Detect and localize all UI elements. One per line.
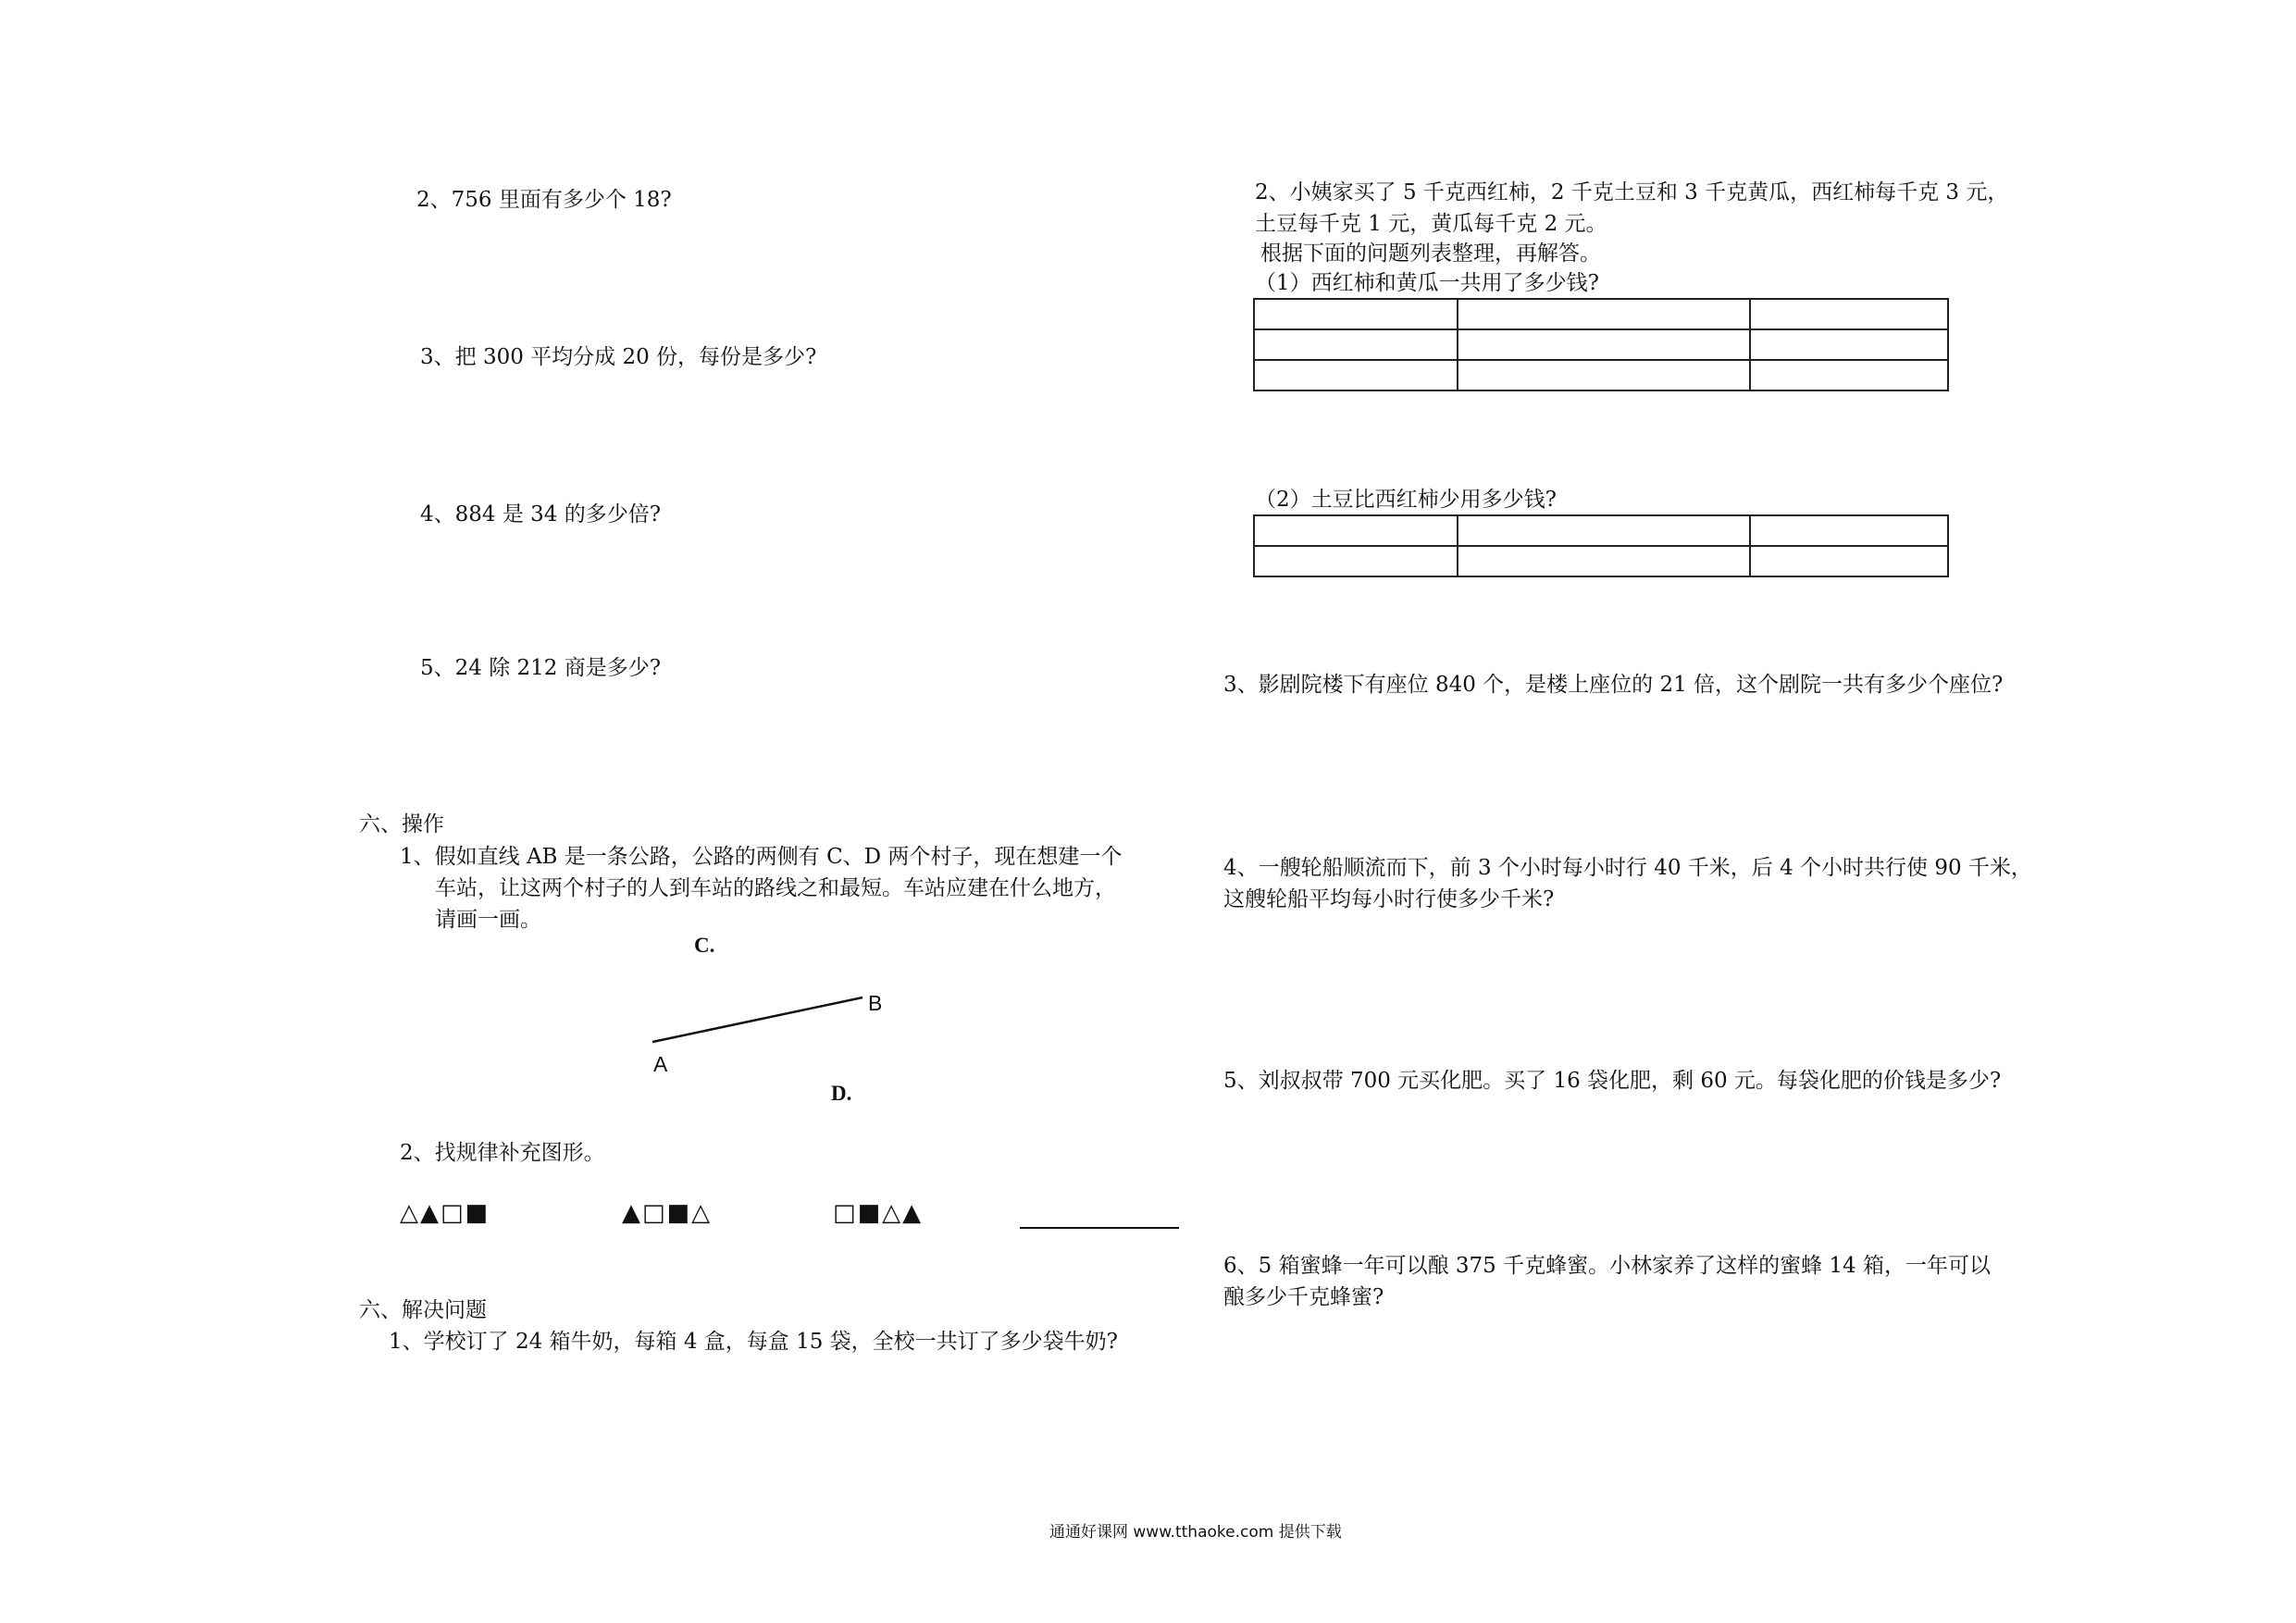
footer-source: 通通好课网 www.tthaoke.com 提供下载 <box>1049 1523 1342 1542</box>
section-operate-heading: 六、操作 <box>359 812 444 836</box>
operate-q1-line1: 1、假如直线 AB 是一条公路，公路的两侧有 C、D 两个村子，现在想建一个 <box>400 845 1123 869</box>
point-d-label: D. <box>831 1082 852 1105</box>
table-cell[interactable] <box>1254 515 1458 546</box>
right-q2-sub2: （2）土豆比西红柿少用多少钱? <box>1255 488 1557 512</box>
right-q3: 3、影剧院楼下有座位 840 个，是楼上座位的 21 倍，这个剧院一共有多少个座位? <box>1223 673 2004 697</box>
right-q2-line2: 土豆每千克 1 元，黄瓜每千克 2 元。 <box>1255 212 1607 236</box>
question-4-left: 4、884 是 34 的多少倍? <box>420 502 662 527</box>
right-q5: 5、刘叔叔带 700 元买化肥。买了 16 袋化肥，剩 60 元。每袋化肥的价钱是多少? <box>1223 1069 2002 1093</box>
point-a-label: A <box>653 1052 668 1076</box>
section-solve-heading: 六、解决问题 <box>359 1298 487 1322</box>
point-c-label: C. <box>694 934 715 957</box>
right-q2-line1: 2、小姨家买了 5 千克西红柿，2 千克土豆和 3 千克黄瓜，西红柿每千克 3 元， <box>1255 180 2009 204</box>
table-cell[interactable] <box>1750 329 1948 360</box>
right-q4-line1: 4、一艘轮船顺流而下，前 3 个小时每小时行 40 千米，后 4 个小时共行使 90 千米， <box>1223 856 2032 880</box>
operate-q1-line3: 请画一画。 <box>435 908 541 932</box>
operate-q1-line2: 车站，让这两个村子的人到车站的路线之和最短。车站应建在什么地方， <box>435 876 1116 900</box>
solve-q1: 1、学校订了 24 箱牛奶，每箱 4 盒，每盒 15 袋，全校一共订了多少袋牛奶? <box>389 1330 1118 1354</box>
table-cell[interactable] <box>1458 329 1750 360</box>
table-cell[interactable] <box>1458 546 1750 576</box>
point-b-label: B <box>868 991 883 1015</box>
table-cell[interactable] <box>1458 515 1750 546</box>
table-cell[interactable] <box>1458 360 1750 390</box>
table-cell[interactable] <box>1750 299 1948 329</box>
pattern-group-3: □■△▲ <box>833 1199 924 1227</box>
table-cell[interactable] <box>1750 360 1948 390</box>
table-sub1 <box>1253 298 1949 391</box>
right-q6-line2: 酿多少千克蜂蜜? <box>1223 1285 1384 1309</box>
table-cell[interactable] <box>1458 299 1750 329</box>
question-3-left: 3、把 300 平均分成 20 份，每份是多少? <box>420 345 817 369</box>
table-cell[interactable] <box>1254 329 1458 360</box>
right-q2-line3: 根据下面的问题列表整理，再解答。 <box>1260 242 1601 266</box>
right-q6-line1: 6、5 箱蜜蜂一年可以酿 375 千克蜂蜜。小林家养了这样的蜜蜂 14 箱，一年可以 <box>1223 1254 1991 1278</box>
table-cell[interactable] <box>1254 546 1458 576</box>
right-q4-line2: 这艘轮船平均每小时行使多少千米? <box>1223 887 1555 911</box>
pattern-answer-blank <box>1020 1227 1179 1229</box>
pattern-group-1: △▲□■ <box>400 1199 490 1227</box>
table-cell[interactable] <box>1750 546 1948 576</box>
table-sub2 <box>1253 514 1949 577</box>
road-line-ab <box>648 990 870 1046</box>
table-cell[interactable] <box>1254 360 1458 390</box>
question-5-left: 5、24 除 212 商是多少? <box>420 656 662 680</box>
table-cell[interactable] <box>1254 299 1458 329</box>
question-2-left: 2、756 里面有多少个 18? <box>416 188 672 212</box>
right-q2-sub1: （1）西红柿和黄瓜一共用了多少钱? <box>1255 271 1599 295</box>
pattern-group-2: ▲□■△ <box>622 1199 713 1227</box>
operate-q2: 2、找规律补充图形。 <box>400 1141 605 1165</box>
table-cell[interactable] <box>1750 515 1948 546</box>
